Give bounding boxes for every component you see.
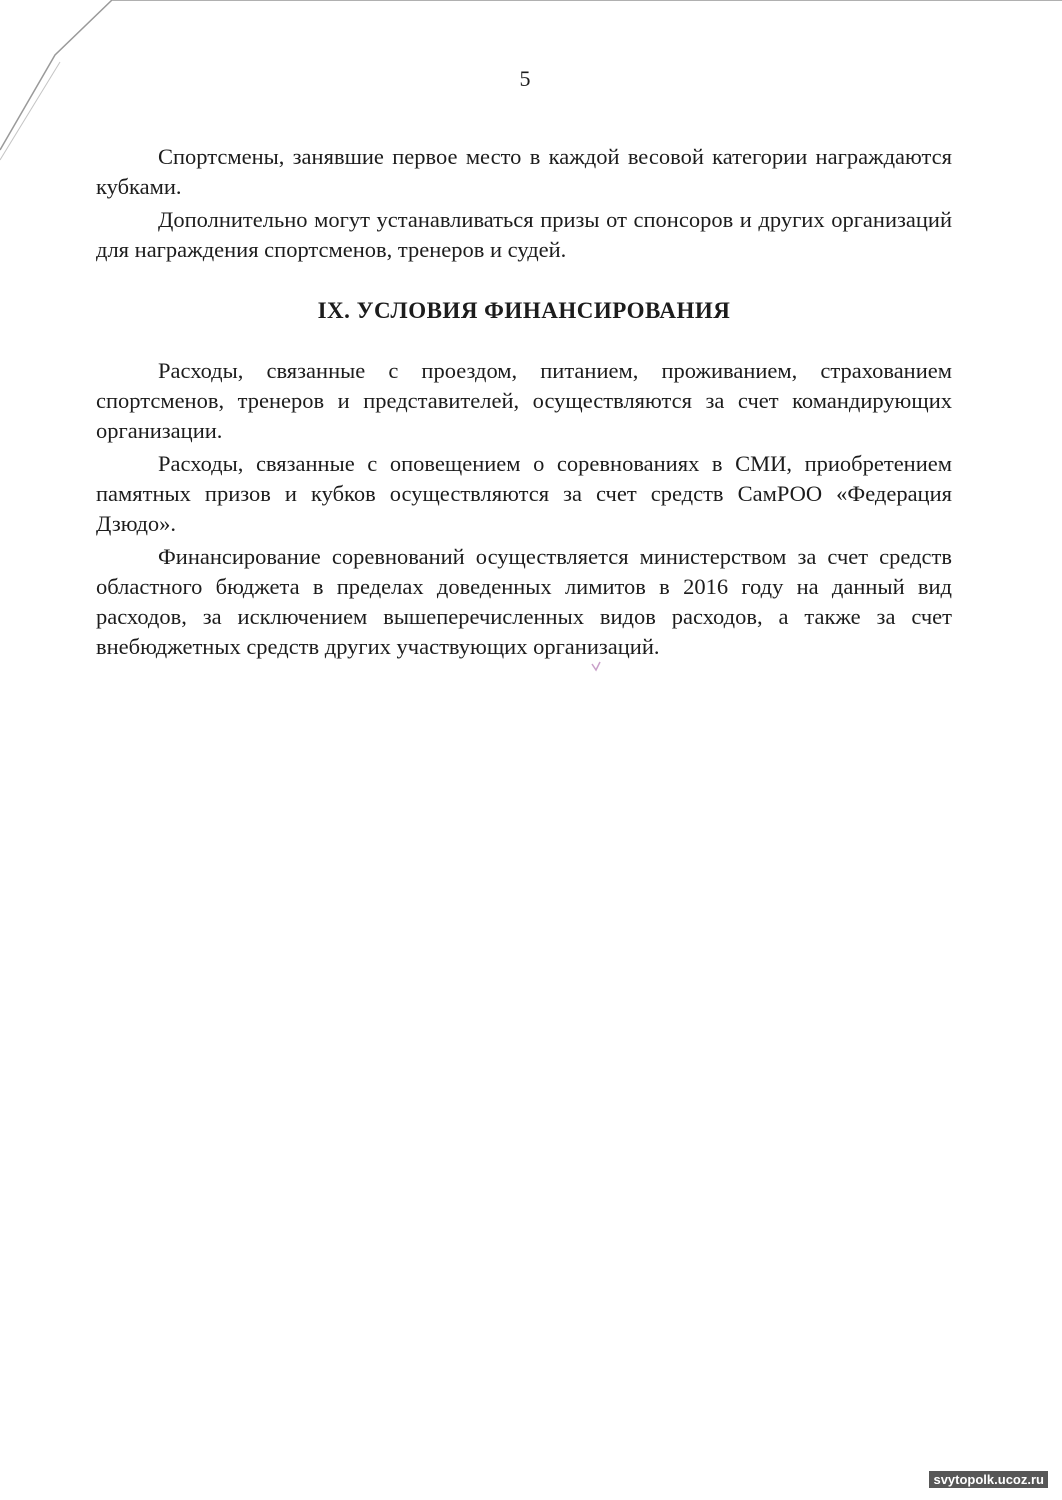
paragraph-travel-expenses: Расходы, связанные с проездом, питанием, проживанием, страхованием спортсменов, тренеров и представителей, осуществляются за счет командирующих организации. (96, 358, 952, 443)
paragraph-funding: Финансирование соревнований осуществляется министерством за счет средств областного бюджета в пределах доведенных лимитов в 2016 году на данный вид расходов, за исключением вышеперечисленных видов расходов, а также за счет внебюджетных средств других участвующих организаций. (96, 544, 952, 659)
paragraph-media-expenses: Расходы, связанные с оповещением о соревнованиях в СМИ, приобретением памятных призов и кубков осуществляются за счет средств СамРОО «Федерация Дзюдо». (96, 451, 952, 536)
paragraph-awards-cups: Спортсмены, занявшие первое место в каждой весовой категории награждаются кубками. (96, 144, 952, 199)
watermark: svytopolk.ucoz.ru (929, 1471, 1048, 1488)
section-title: IX. УСЛОВИЯ ФИНАНСИРОВАНИЯ (317, 298, 731, 323)
page-number: 5 (519, 66, 531, 91)
document-body (96, 142, 952, 665)
paragraph-sponsor-prizes: Дополнительно могут устанавливаться призы от спонсоров и других организаций для награждения спортсменов, тренеров и судей. (96, 207, 952, 262)
